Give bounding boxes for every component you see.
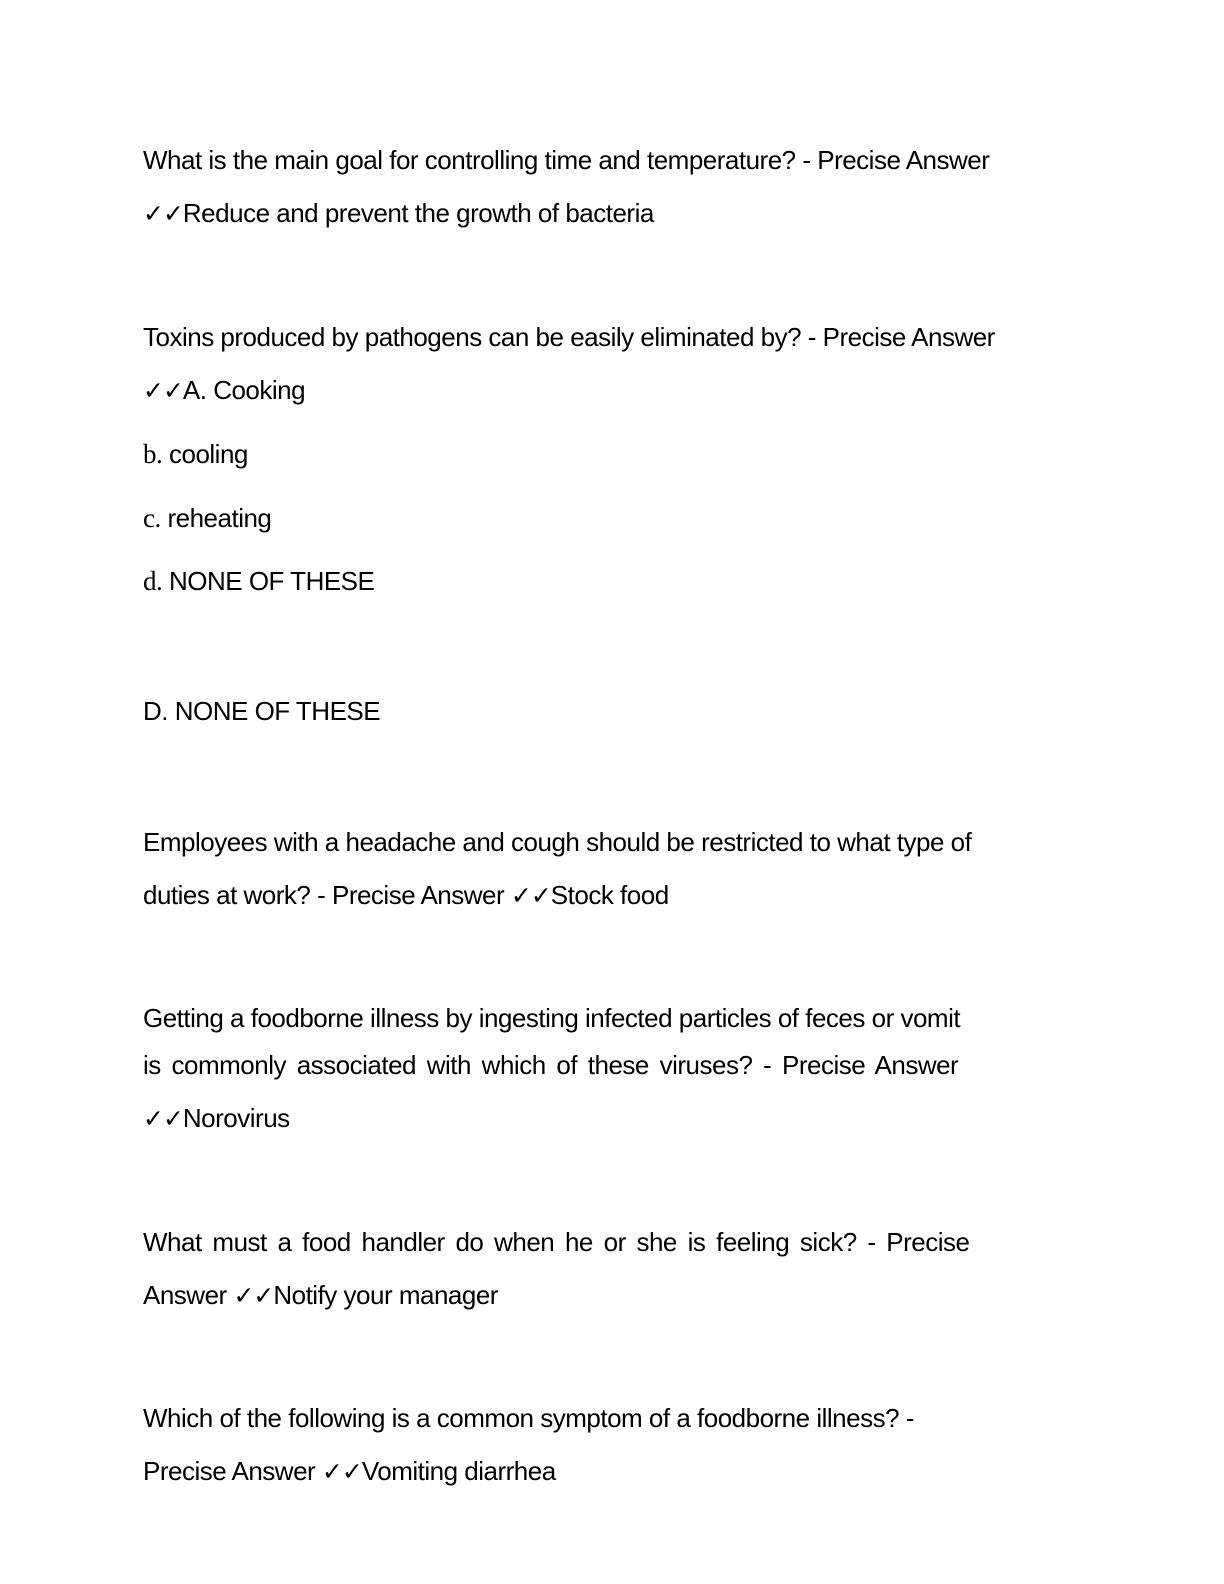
q2-question	[143, 322, 995, 352]
q4-question-line1	[143, 1003, 960, 1033]
option-text: NONE OF THESE	[168, 566, 375, 596]
q1-question-text: What is the main goal for controlling time and temperature? - Precise Answer	[143, 145, 990, 175]
q3-answer: Stock food	[550, 880, 669, 910]
q4-question-text-2: is commonly associated with which of these viruses? - Precise Answer	[143, 1050, 959, 1080]
q1-question	[143, 145, 989, 175]
q1-answer: Reduce and prevent the growth of bacteria	[182, 198, 654, 228]
double-check-icon: ✓✓	[510, 881, 551, 910]
q6-question-line2	[143, 1456, 556, 1487]
option-letter: d.	[143, 566, 163, 596]
q5-question-text-2: Answer	[143, 1280, 227, 1310]
q3-question-text-1: Employees with a headache and cough should be restricted to what type of	[143, 827, 972, 857]
q2-answer-line	[143, 375, 305, 406]
q5-answer: Notify your manager	[273, 1280, 498, 1310]
double-check-icon: ✓✓	[321, 1457, 362, 1486]
q2-answer: A. Cooking	[182, 375, 306, 405]
q3-question-line2	[143, 880, 669, 911]
option-letter: b.	[143, 439, 163, 469]
q2-option-c	[143, 503, 271, 533]
q5-question-line2	[143, 1280, 498, 1311]
q4-answer: Norovirus	[182, 1103, 290, 1133]
option-text: cooling	[168, 439, 248, 469]
q4-question-line2	[143, 1050, 958, 1080]
q2-final-text: D. NONE OF THESE	[143, 696, 381, 726]
q6-question-text-2: Precise Answer	[143, 1456, 316, 1486]
q2-question-text: Toxins produced by pathogens can be easily eliminated by? - Precise Answer	[143, 322, 995, 352]
q6-question-line1	[143, 1403, 914, 1433]
q2-final-answer	[143, 696, 380, 726]
double-check-icon: ✓✓	[143, 376, 183, 405]
q4-answer-line	[143, 1103, 290, 1134]
option-letter: c.	[143, 503, 161, 533]
q3-question-line1	[143, 827, 971, 857]
double-check-icon: ✓✓	[143, 199, 183, 228]
q3-question-text-2: duties at work? - Precise Answer	[143, 880, 505, 910]
q2-option-b	[143, 439, 248, 469]
q6-question-text-1: Which of the following is a common symptom of a foodborne illness? -	[143, 1403, 914, 1433]
double-check-icon: ✓✓	[233, 1281, 274, 1310]
q5-question-line1	[143, 1227, 969, 1257]
option-text: reheating	[167, 503, 272, 533]
double-check-icon: ✓✓	[143, 1104, 183, 1133]
q1-answer-line	[143, 198, 654, 229]
q5-question-text-1: What must a food handler do when he or she is feeling sick? - Precise	[143, 1227, 970, 1257]
q4-question-text-1: Getting a foodborne illness by ingesting infected particles of feces or vomit	[143, 1003, 961, 1033]
q6-answer: Vomiting diarrhea	[361, 1456, 556, 1486]
q2-option-d	[143, 566, 374, 596]
